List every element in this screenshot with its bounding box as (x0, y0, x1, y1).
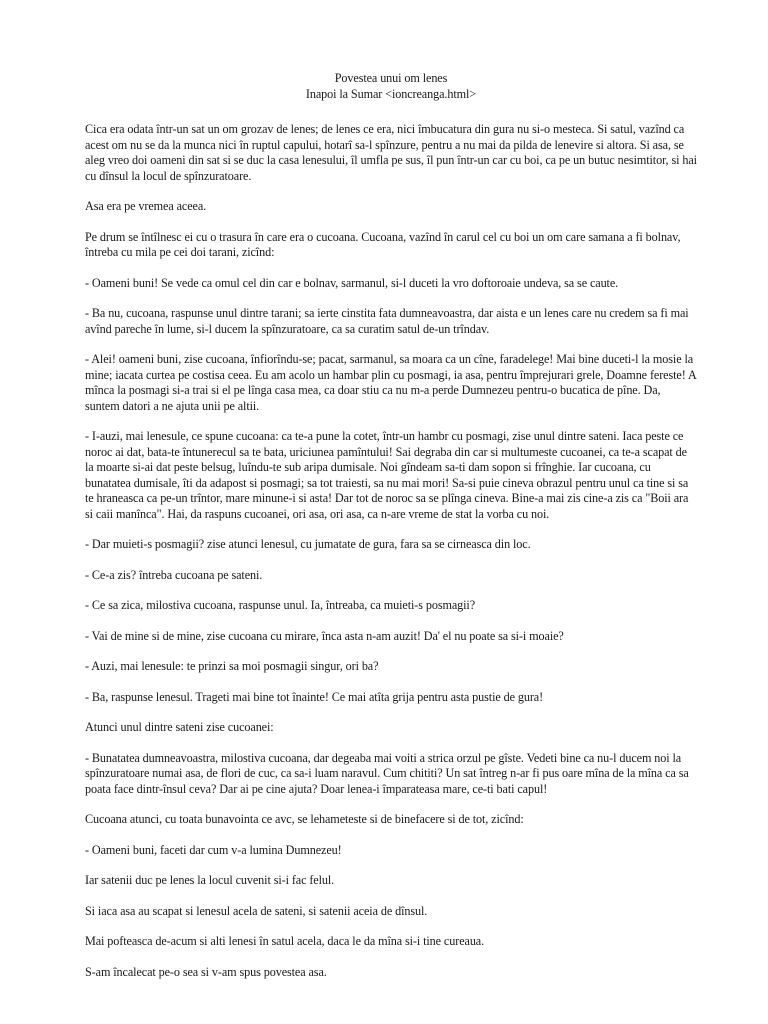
paragraph: Si iaca asa au scapat si lenesul acela de sateni, si satenii aceia de dînsul. (85, 903, 428, 918)
paragraph: - Ce sa zica, milostiva cucoana, raspunse unul. Ia, întreaba, ca muieti-s posmagii? (85, 598, 476, 612)
header (85, 71, 697, 102)
paragraph: Pe drum se întîlnesc ei cu o trasura în care era o cucoana. Cucoana, vazînd în carul cel cu boi un om care samana a fi bolnav, întreba cu mila pe cei doi tarani, zicînd: (85, 229, 681, 259)
paragraph: - Ce-a zis? întreba cucoana pe sateni. (85, 567, 263, 582)
paragraph: - Alei! oameni buni, zise cucoana, înfiorîndu-se; pacat, sarmanul, sa moara ca un cîne, faradelege! Mai bine duceti-l la mosie la mine; iacata curtea pe costisa ceea. Eu am acolo un hambar plin cu posmagi, ia asa, pentru împrejurari grele, Doamne fereste! A mînca la posmagi si-a trai si el pe lînga casa mea, ca doar stiu ca nu m-a perde Dumnezeu pentru-o bucatica de pîne. Da, suntem datori a ne ajuta unii pe altii. (85, 352, 696, 413)
paragraph: - Ba nu, cucoana, raspunse unul dintre tarani; sa ierte cinstita fata dumneavoastra, dar aista e un lenes care nu credem sa fi mai avînd pareche în lume, si-l ducem la spînzuratoare, ca sa curatim satul de-un trîndav. (85, 306, 689, 336)
paragraph: - Bunatatea dumneavoastra, milostiva cucoana, dar degeaba mai voiti a strica orzul pe gîste. Vedeti bine ca nu-l ducem noi la spînzuratoare numai asa, de flori de cuc, ca sa-i luam naravul. Cum chititi? Un sat întreg n-ar fi pus oare mîna de la mîna ca sa poata face dintr-însul ceva? Dar ai pe cine ajuta? Doar lenea-i împarateasa mare, ce-ti bati capul! (85, 750, 689, 796)
paragraph: S-am încalecat pe-o sea si v-am spus povestea asa. (85, 964, 327, 979)
page-title: Povestea unui om lenes (334, 71, 448, 85)
document-page (85, 71, 697, 995)
paragraph: - Ba, raspunse lenesul. Trageti mai bine tot înainte! Ce mai atîta grija pentru asta pustie de gura! (85, 689, 544, 704)
paragraph: Cica era odata într-un sat un om grozav de lenes; de lenes ce era, nici îmbucatura din gura nu si-o mesteca. Si satul, vazînd ca acest om nu se da la munca nici în ruptul capului, hotarî sa-l spînzure, pentru a nu mai da pilda de lenevire si altora. Si asa, se aleg vreo doi oameni din sat si se duc la casa lenesului, îl umfla pe sus, îl pun într-un car cu boi, ca pe un butuc nesimtitor, si hai cu dînsul la locul de spînzuratoare. (85, 122, 697, 183)
paragraph: - Oameni buni, faceti dar cum v-a lumina Dumnezeu! (85, 842, 342, 857)
paragraph: - Auzi, mai lenesule: te prinzi sa moi posmagii singur, ori ba? (85, 659, 379, 673)
story-body (85, 122, 697, 980)
paragraph: - Dar muieti-s posmagii? zise atunci lenesul, cu jumatate de gura, fara sa se cirneasca din loc. (85, 537, 531, 551)
paragraph: - Oameni buni! Se vede ca omul cel din car e bolnav, sarmanul, si-l duceti la vro doftoroaie undeva, sa se caute. (85, 275, 619, 290)
paragraph: Cucoana atunci, cu toata bunavointa ce avc, se lehameteste si de binefacere si de tot, zicînd: (85, 812, 524, 826)
paragraph: Atunci unul dintre sateni zise cucoanei: (85, 720, 274, 734)
back-link[interactable]: Inapoi la Sumar <ioncreanga.html> (305, 86, 477, 101)
paragraph: - Vai de mine si de mine, zise cucoana cu mirare, înca asta n-am auzit! Da' el nu poate sa si-i moaie? (85, 628, 564, 643)
paragraph: Mai pofteasca de-acum si alti lenesi în satul acela, daca le da mîna si-i tine cureaua. (85, 934, 485, 948)
paragraph: - I-auzi, mai lenesule, ce spune cucoana: ca te-a pune la cotet, într-un hambr cu posmagi, zise unul dintre sateni. Iaca peste ce noroc ai dat, bata-te întunerecul sa te bata, uriciunea pamîntului! Sai degraba din car si multumeste cucoanei, ca te-a scapat de la moarte si-ai dat peste belsug, luîndu-te sub aripa dumisale. Noi gîndeam sa-ti dam sopon si frînghie. Iar cucoana, cu bunatatea dumisale, îti da adapost si posmagi; sa tot traiesti, sa nu mai mori! Sa-si puie cineva obrazul pentru unul ca tine si sa te hraneasca ca pe-un trîntor, mare minune-i si asta! Dar tot de noroc sa se plînga cineva. Bine-a mai zis cine-a zis ca "Boii ara si caii manînca". Hai, da raspuns cucoanei, ori asa, ori asa, ca n-are vreme de stat la vorba cu noi. (85, 429, 689, 521)
paragraph: Asa era pe vremea aceea. (85, 199, 207, 213)
paragraph: Iar satenii duc pe lenes la locul cuvenit si-i fac felul. (85, 873, 335, 887)
